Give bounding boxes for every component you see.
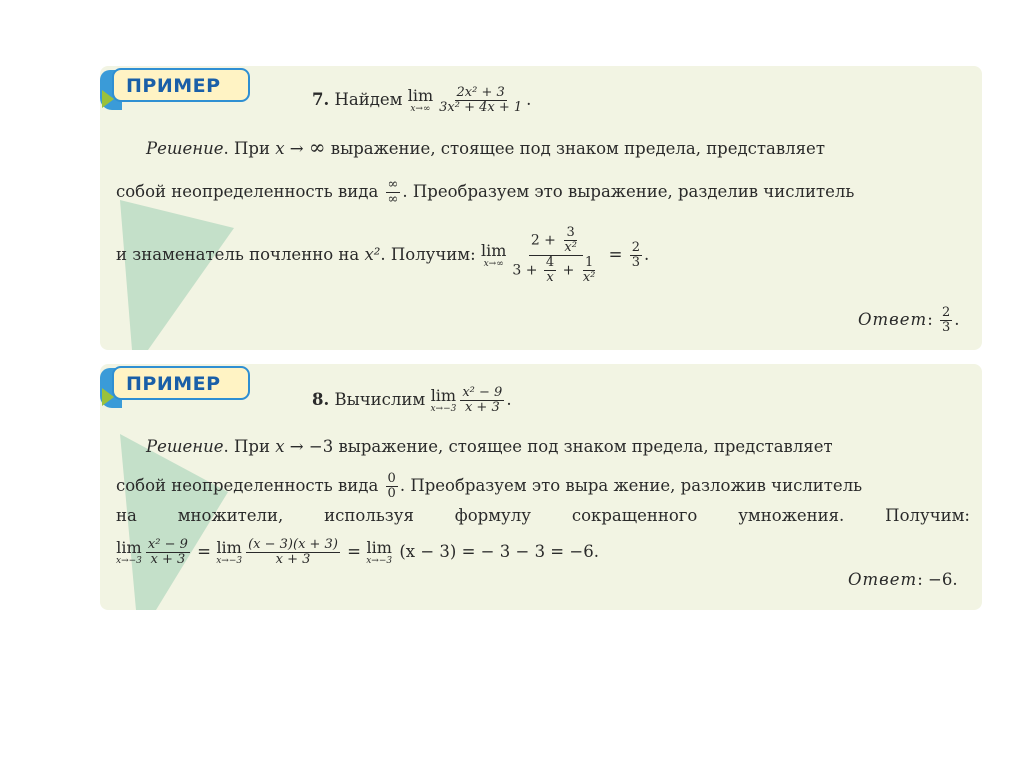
result-fraction: $\frac{2}{3}$: [631, 240, 640, 270]
compound-fraction: 2 + $\frac{3}{\text{x²}}$ 3 + $\frac{4}{x}$ + $\frac{1}{\text{x²}}$: [512, 225, 596, 285]
limit-operator: lim x→−3: [116, 537, 142, 566]
example-8-solution-line-1: Решение. При x → −3 выражение, стоящее под знаком предела, представляет: [146, 437, 833, 456]
example-8-answer: Ответ: −6.: [848, 570, 958, 589]
solution-label: Решение: [146, 437, 224, 456]
limit-fraction: $\frac{\text{2x² + 3}}{\text{3x² + 4x + 1}}$: [439, 85, 523, 115]
limit-operator: lim x→∞: [480, 240, 507, 269]
example-8-badge: ПРИМЕР: [100, 366, 250, 408]
example-7-answer: Ответ: $\frac{2}{3}$ .: [858, 305, 960, 335]
answer-fraction: $\frac{2}{3}$: [942, 305, 951, 335]
limit-operator: lim x→∞: [407, 85, 434, 114]
example-7-solution-line-2: собой неопределенность вида $\frac{\infty}{\infty}$ . Преобразуем это выражение, разделив числитель: [116, 177, 855, 207]
solution-label: Решение: [146, 139, 224, 158]
example-8-solution-line-3: на множители, используя формулу сокращенного умножения. Получим:: [116, 506, 970, 525]
example-8-solution-line-2: собой неопределенность вида $\frac{0}{0}$ . Преобразуем это выра жение, разложив числитель: [116, 471, 863, 501]
example-7-statement: 7. Найдем lim x→∞ $\frac{\text{2x² + 3}}{\text{3x² + 4x + 1}}$ .: [312, 85, 532, 115]
limit-operator: lim x→−3: [366, 537, 393, 566]
limit-fraction: $\frac{\text{x² − 9}}{x + 3}$: [462, 385, 503, 415]
infinity-over-infinity: $\frac{\infty}{\infty}$: [387, 177, 399, 207]
zero-over-zero: $\frac{0}{0}$: [387, 471, 396, 501]
example-7-badge: ПРИМЕР: [100, 68, 250, 110]
example-7-solution-line-3: и знаменатель почленно на x². Получим: lim x→∞ 2 + $\frac{3}{\text{x²}}$ 3 + $\frac{4}{x}$ + $\frac{1}{\text{x²}}$ = $\frac{2}{3}$ .: [116, 225, 650, 285]
example-8-equation: lim x→−3 $\frac{\text{x² − 9}}{x + 3}$ = lim x→−3 $\frac{(x - 3)(x + 3)}{x + 3}$ = lim x→−3 (x − 3) = − 3 − 3 = −6.: [116, 537, 599, 567]
example-8-statement: 8. Вычислим lim x→−3 $\frac{\text{x² − 9}}{x + 3}$ .: [312, 385, 512, 415]
example-7-solution-line-1: Решение. При x → ∞ выражение, стоящее под знаком предела, представляет: [146, 135, 825, 159]
limit-operator: lim x→−3: [430, 385, 457, 414]
limit-operator: lim x→−3: [216, 537, 243, 566]
